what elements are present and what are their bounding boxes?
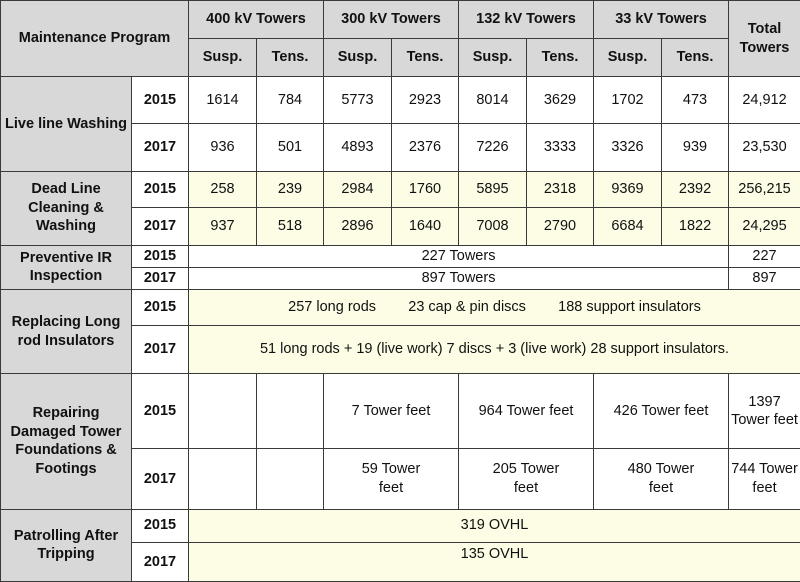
table-cell: 258 bbox=[189, 171, 257, 207]
header-tens: Tens. bbox=[527, 39, 594, 77]
span-cell: 51 long rods + 19 (live work) 7 discs + 3 (live work) 28 support insulators. bbox=[189, 326, 800, 374]
span-cell bbox=[324, 449, 459, 509]
year-label: 2017 bbox=[132, 207, 189, 245]
table-cell: 2392 bbox=[662, 171, 729, 207]
year-label: 2015 bbox=[132, 245, 189, 267]
long-rod-2015-text: 257 long rods 23 cap & pin discs 188 support insulators bbox=[288, 299, 701, 316]
total-cell: 256,215 bbox=[729, 171, 800, 207]
table-cell: 518 bbox=[257, 207, 324, 245]
table-row bbox=[1, 171, 800, 207]
table-cell: 8014 bbox=[459, 77, 527, 124]
header-susp: Susp. bbox=[324, 39, 392, 77]
table-row bbox=[1, 289, 800, 325]
table-cell: 1760 bbox=[392, 171, 459, 207]
total-cell: 744 Tower feet bbox=[729, 449, 800, 509]
span-cell: 319 OVHL bbox=[189, 509, 800, 542]
header-132kv: 132 kV Towers bbox=[459, 1, 594, 39]
span-cell: 897 Towers bbox=[189, 267, 729, 289]
table-cell: 937 bbox=[189, 207, 257, 245]
total-cell: 897 bbox=[729, 267, 800, 289]
program-header: Maintenance Program bbox=[1, 1, 189, 77]
foundation-300kv-2017-text: 59 Tower feet bbox=[361, 461, 421, 497]
span-cell: 135 OVHL bbox=[189, 542, 800, 581]
span-cell: 7 Tower feet bbox=[324, 374, 459, 449]
header-susp: Susp. bbox=[189, 39, 257, 77]
table-cell: 2376 bbox=[392, 124, 459, 171]
year-label: 2017 bbox=[132, 267, 189, 289]
year-label: 2017 bbox=[132, 124, 189, 171]
table-cell: 239 bbox=[257, 171, 324, 207]
table-cell: 936 bbox=[189, 124, 257, 171]
year-label: 2015 bbox=[132, 289, 189, 325]
header-300kv: 300 kV Towers bbox=[324, 1, 459, 39]
table-row bbox=[1, 509, 800, 542]
header-susp: Susp. bbox=[459, 39, 527, 77]
year-label: 2017 bbox=[132, 449, 189, 509]
span-cell: 426 Tower feet bbox=[594, 374, 729, 449]
table-cell: 7008 bbox=[459, 207, 527, 245]
span-cell: 964 Tower feet bbox=[459, 374, 594, 449]
table-row bbox=[1, 245, 800, 267]
table-cell: 473 bbox=[662, 77, 729, 124]
table-cell: 9369 bbox=[594, 171, 662, 207]
table-cell: 784 bbox=[257, 77, 324, 124]
total-cell: 23,530 bbox=[729, 124, 800, 171]
program-replacing-long-rod: Replacing Long rod Insulators bbox=[1, 289, 132, 373]
program-dead-line-cleaning: Dead Line Cleaning & Washing bbox=[1, 171, 132, 245]
empty-cell bbox=[257, 449, 324, 509]
empty-cell bbox=[189, 449, 257, 509]
total-cell: 24,912 bbox=[729, 77, 800, 124]
table-cell: 1614 bbox=[189, 77, 257, 124]
header-total-towers: Total Towers bbox=[729, 1, 800, 77]
foundation-132kv-2017-text: 205 Tower feet bbox=[492, 461, 560, 497]
header-row-1 bbox=[1, 1, 800, 39]
table-cell: 3333 bbox=[527, 124, 594, 171]
table-cell: 5895 bbox=[459, 171, 527, 207]
table-cell: 2923 bbox=[392, 77, 459, 124]
table-cell: 2896 bbox=[324, 207, 392, 245]
header-tens: Tens. bbox=[662, 39, 729, 77]
header-susp: Susp. bbox=[594, 39, 662, 77]
table-cell: 2984 bbox=[324, 171, 392, 207]
header-tens: Tens. bbox=[392, 39, 459, 77]
table-cell: 4893 bbox=[324, 124, 392, 171]
table-cell: 939 bbox=[662, 124, 729, 171]
year-label: 2015 bbox=[132, 509, 189, 542]
total-cell: 227 bbox=[729, 245, 800, 267]
year-label: 2017 bbox=[132, 326, 189, 374]
table-cell: 7226 bbox=[459, 124, 527, 171]
total-cell: 1397 Tower feet bbox=[729, 374, 800, 449]
table-cell: 3326 bbox=[594, 124, 662, 171]
empty-cell bbox=[189, 374, 257, 449]
span-cell: 227 Towers bbox=[189, 245, 729, 267]
table-row bbox=[1, 77, 800, 124]
foundation-33kv-2017-text: 480 Tower feet bbox=[627, 461, 695, 497]
table-row bbox=[1, 374, 800, 449]
header-33kv: 33 kV Towers bbox=[594, 1, 729, 39]
span-cell bbox=[189, 289, 800, 325]
empty-cell bbox=[257, 374, 324, 449]
total-cell: 24,295 bbox=[729, 207, 800, 245]
table-cell: 3629 bbox=[527, 77, 594, 124]
year-label: 2015 bbox=[132, 374, 189, 449]
table-cell: 5773 bbox=[324, 77, 392, 124]
year-label: 2015 bbox=[132, 77, 189, 124]
table-cell: 2790 bbox=[527, 207, 594, 245]
span-cell bbox=[459, 449, 594, 509]
span-cell bbox=[594, 449, 729, 509]
program-patrolling: Patrolling After Tripping bbox=[1, 509, 132, 581]
table-cell: 2318 bbox=[527, 171, 594, 207]
program-repairing-foundations: Repairing Damaged Tower Foundations & Footings bbox=[1, 374, 132, 509]
table-cell: 6684 bbox=[594, 207, 662, 245]
table-cell: 1640 bbox=[392, 207, 459, 245]
table-cell: 1822 bbox=[662, 207, 729, 245]
header-400kv: 400 kV Towers bbox=[189, 1, 324, 39]
year-label: 2017 bbox=[132, 542, 189, 581]
table-cell: 1702 bbox=[594, 77, 662, 124]
table-cell: 501 bbox=[257, 124, 324, 171]
header-tens: Tens. bbox=[257, 39, 324, 77]
program-preventive-ir: Preventive IR Inspection bbox=[1, 245, 132, 289]
program-live-line-washing: Live line Washing bbox=[1, 77, 132, 171]
year-label: 2015 bbox=[132, 171, 189, 207]
